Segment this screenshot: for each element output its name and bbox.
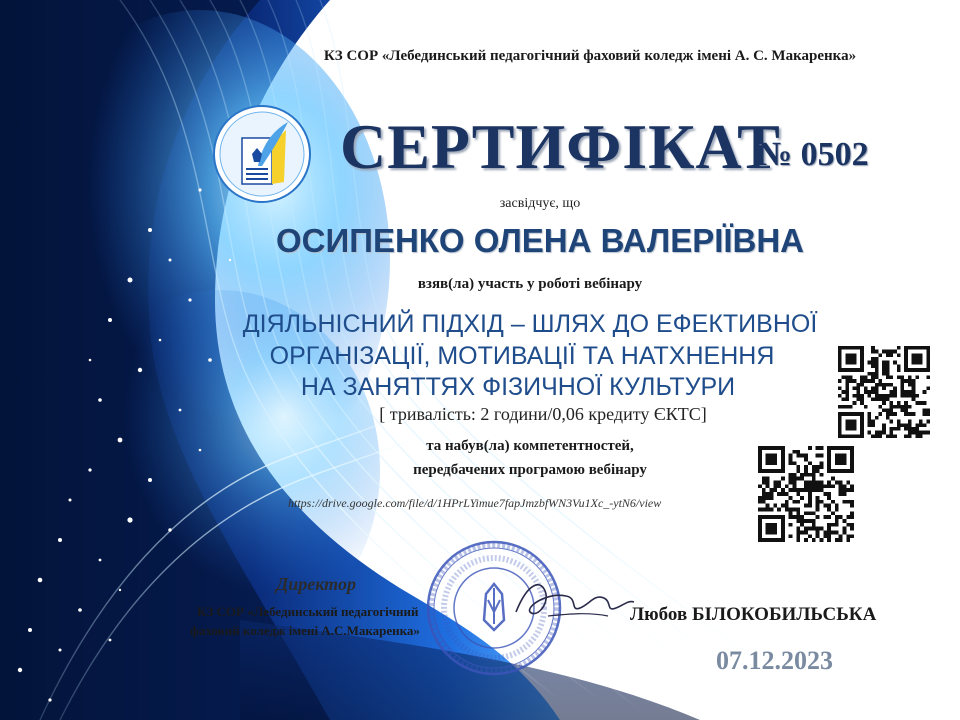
college-emblem-icon xyxy=(212,104,312,204)
duration-text: [ тривалість: 2 години/0,06 кредиту ЄКТС] xyxy=(379,404,707,424)
qr-code-icon xyxy=(838,346,930,438)
certificate-title: СЕРТИФІКАТ xyxy=(340,111,781,182)
certificate-number: № 0502 xyxy=(758,136,869,173)
certificate-date: 07.12.2023 xyxy=(716,646,833,675)
participation-text: взяв(ла) участь у роботі вебінару xyxy=(417,276,643,292)
director-title: Директор xyxy=(276,574,356,594)
webinar-link[interactable]: https://drive.google.com/file/d/1HPrLYimue7fapJmzbfWN3Vu1Xc_-ytN6/view xyxy=(288,496,662,510)
recipient-name: ОСИПЕНКО ОЛЕНА ВАЛЕРІЇВНА xyxy=(276,222,804,259)
competence-text-line: та набув(ла) компетентностей, xyxy=(426,438,634,454)
handwritten-signature xyxy=(508,572,638,628)
footer-institution-line: фаховий коледж імені А.С.Макаренка» xyxy=(190,623,420,638)
certifies-text: засвідчує, що xyxy=(499,196,581,211)
signer-name: Любов БІЛОКОБИЛЬСЬКА xyxy=(630,604,877,625)
qr-code-icon xyxy=(758,446,854,542)
webinar-title-line: ДІЯЛЬНІСНИЙ ПІДХІД – ШЛЯХ ДО ЕФЕКТИВНОЇ xyxy=(242,310,818,338)
footer-institution-line: КЗ СОР «Лебединський педагогічний xyxy=(197,604,419,619)
webinar-title-line: ОРГАНІЗАЦІЇ, МОТИВАЦІЇ ТА НАТХНЕННЯ xyxy=(269,342,775,370)
competence-text-line: передбачених програмою вебінару xyxy=(413,462,647,478)
header-institution-name: КЗ СОР «Лебединський педагогічний фаховий коледж імені А. С. Макаренка» xyxy=(323,48,857,64)
webinar-title-line: НА ЗАНЯТТЯХ ФІЗИЧНОЇ КУЛЬТУРИ xyxy=(300,373,736,401)
